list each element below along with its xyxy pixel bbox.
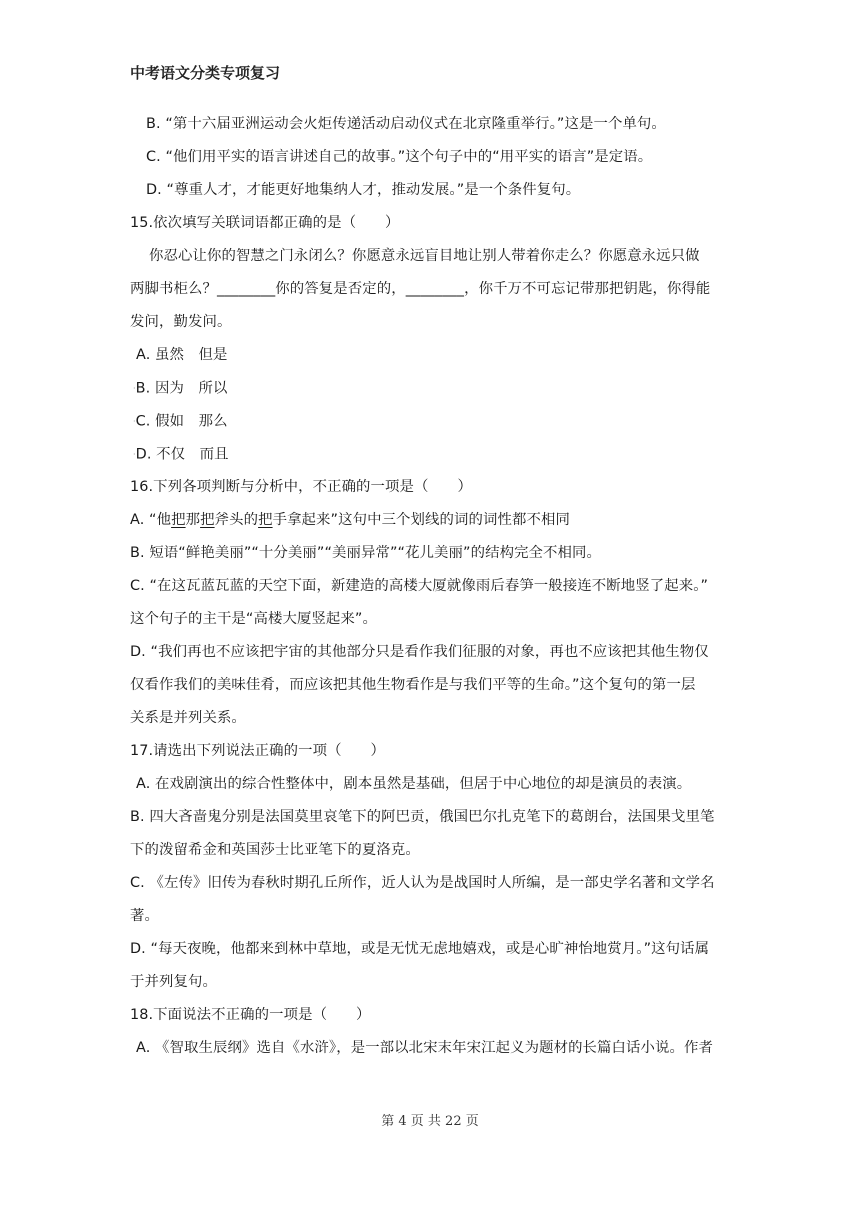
- question-15-passage-line-2: 两脚书柜么？________你的答复是否定的，________，你千万不可忘记带那把钥匙，你得能: [130, 281, 711, 297]
- question-18-stem: 18.下面说法不正确的一项是（ ）: [130, 1007, 371, 1023]
- option-17c-line-1: C. 《左传》旧传为春秋时期孔丘所作，近人认为是战国时人所编，是一部史学名著和文学名: [130, 875, 715, 891]
- option-16c-line-1: C. “在这瓦蓝瓦蓝的天空下面，新建造的高楼大厦就像雨后春笋一般接连不断地竖了起来。”: [130, 578, 709, 594]
- option-15a: A. 虽然 但是: [136, 347, 228, 363]
- question-15-stem: 15.依次填写关联词语都正确的是（ ）: [130, 215, 400, 231]
- option-14d: D. “尊重人才，才能更好地集纳人才，推动发展。”是一个条件复句。: [146, 182, 581, 198]
- underlined-word: 把: [258, 512, 273, 528]
- option-15b: ·B. 因为 所以: [133, 380, 228, 397]
- option-17d-line-1: D. “每天夜晚，他都来到林中草地，或是无忧无虑地嬉戏，或是心旷神怡地赏月。”这句话属: [130, 941, 710, 957]
- option-16b: B. 短语“鲜艳美丽”“十分美丽”“美丽异常”“花儿美丽”的结构完全不相同。: [130, 545, 602, 561]
- option-17b-line-1: B. 四大吝啬鬼分别是法国莫里哀笔下的阿巴贡，俄国巴尔扎克笔下的葛朗台，法国果戈里笔: [130, 809, 715, 825]
- list-marker: ·: [133, 450, 136, 459]
- page-header-title: 中考语文分类专项复习: [130, 64, 281, 82]
- list-marker: ·: [133, 417, 136, 426]
- document-body: [130, 108, 740, 1065]
- option-17b-line-2: 下的泼留希金和英国莎士比亚笔下的夏洛克。: [130, 842, 420, 858]
- option-14b: B. “第十六届亚洲运动会火炬传递活动启动仪式在北京隆重举行。”这是一个单句。: [146, 116, 666, 132]
- option-16c-line-2: 这个句子的主干是“高楼大厦竖起来”。: [130, 611, 377, 627]
- question-17-stem: 17.请选出下列说法正确的一项（ ）: [130, 743, 386, 759]
- option-17c-line-2: 著。: [130, 908, 159, 924]
- option-16d-line-3: 关系是并列关系。: [130, 710, 246, 726]
- option-16a: A. “他把那把斧头的把手拿起来”这句中三个划线的词的词性都不相同: [130, 512, 570, 528]
- option-17d-line-2: 于并列复句。: [130, 974, 217, 990]
- page-number-footer: 第 4 页 共 22 页: [381, 1114, 479, 1129]
- question-15-passage-line-1: 你忍心让你的智慧之门永闭么？你愿意永远盲目地让别人带着你走么？你愿意永远只做: [149, 248, 700, 264]
- underlined-word: 把: [171, 512, 186, 528]
- list-marker: ·: [133, 384, 136, 393]
- option-14c: C. “他们用平实的语言讲述自己的故事。”这个句子中的“用平实的语言”是定语。: [146, 149, 653, 165]
- option-16d-line-1: D. “我们再也不应该把宇宙的其他部分只是看作我们征服的对象，再也不应该把其他生物仅: [130, 644, 709, 660]
- option-15d: ·D. 不仅 而且: [133, 446, 229, 463]
- option-16d-line-2: 仅看作我们的美味佳肴，而应该把其他生物看作是与我们平等的生命。”这个复句的第一层: [130, 677, 696, 693]
- question-15-passage-line-3: 发问，勤发问。: [130, 314, 232, 330]
- underlined-word: 把: [200, 512, 215, 528]
- question-16-stem: 16.下列各项判断与分析中，不正确的一项是（ ）: [130, 479, 472, 495]
- option-15c: ·C. 假如 那么: [133, 413, 228, 430]
- option-17a: A. 在戏剧演出的综合性整体中，剧本虽然是基础，但居于中心地位的却是演员的表演。: [136, 776, 692, 792]
- option-18a-line-1: A. 《智取生辰纲》选自《水浒》，是一部以北宋末年宋江起义为题材的长篇白话小说。作者: [136, 1040, 713, 1056]
